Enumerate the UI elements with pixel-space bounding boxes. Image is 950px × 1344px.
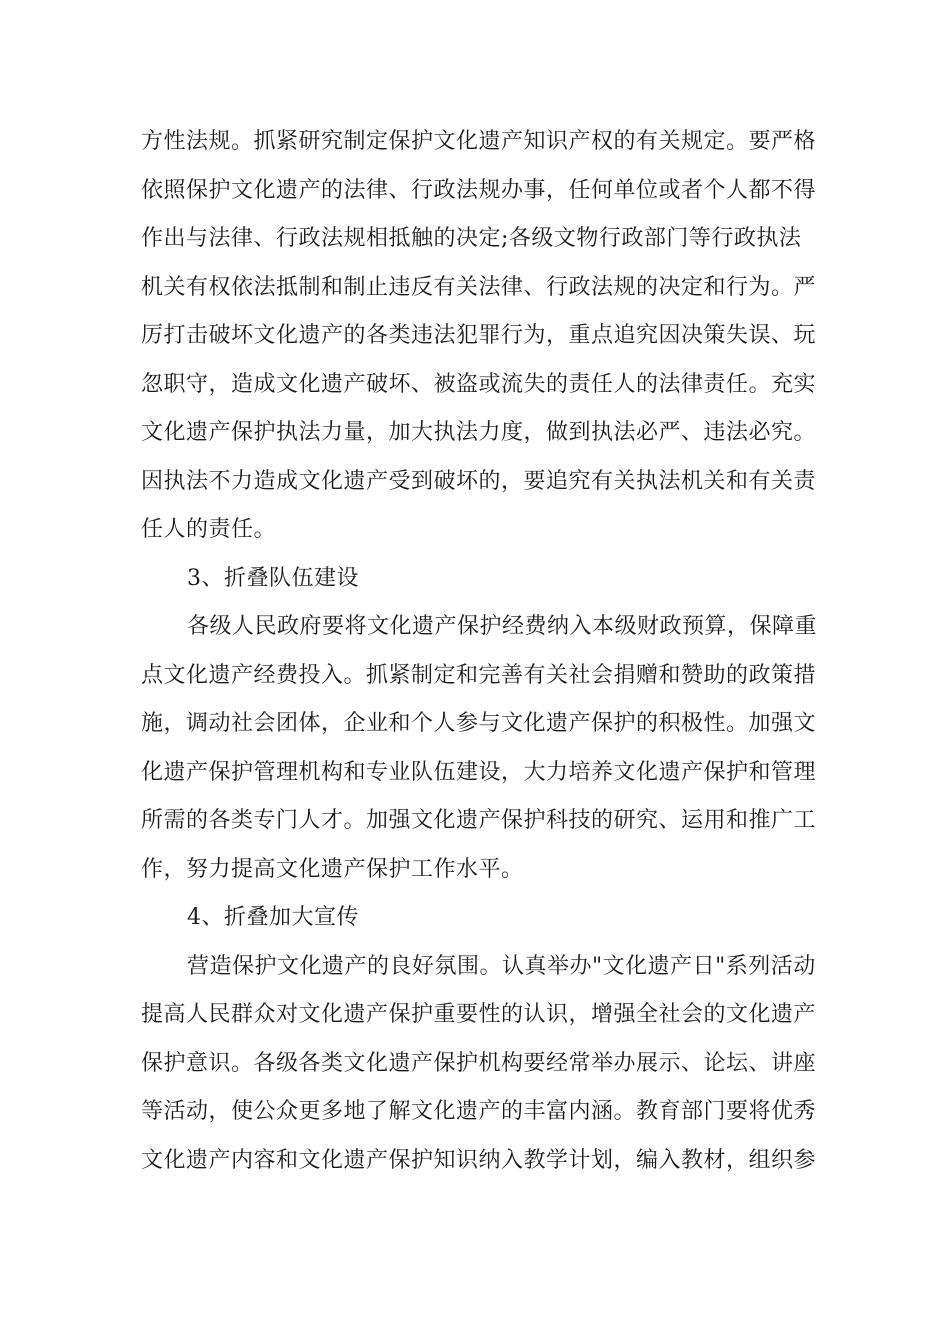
text-line: 提高人民群众对文化遗产保护重要性的认识，增强全社会的文化遗产 bbox=[141, 1002, 817, 1027]
text-line: 方性法规。抓紧研究制定保护文化遗产知识产权的有关规定。要严格 bbox=[141, 129, 817, 154]
text-line: 保护意识。各级各类文化遗产保护机构要经常举办展示、论坛、讲座 bbox=[141, 1050, 817, 1076]
text-line: 所需的各类专门人才。加强文化遗产保护科技的研究、运用和推广工 bbox=[141, 808, 817, 833]
text-line: 化遗产保护管理机构和专业队伍建设，大力培养文化遗产保护和管理 bbox=[141, 759, 817, 785]
text-line: 任人的责任。 bbox=[141, 517, 277, 542]
text-line: 文化遗产保护执法力量，加大执法力度，做到执法必严、违法必究。 bbox=[141, 420, 817, 445]
text-line: 作，努力提高文化遗产保护工作水平。 bbox=[141, 856, 524, 882]
text-line: 文化遗产内容和文化遗产保护知识纳入教学计划，编入教材，组织参 bbox=[141, 1147, 817, 1173]
text-line: 点文化遗产经费投入。抓紧制定和完善有关社会捐赠和赞助的政策措 bbox=[141, 662, 817, 688]
document-body bbox=[141, 118, 816, 1185]
text-line: 施，调动社会团体，企业和个人参与文化遗产保护的积极性。加强文 bbox=[141, 711, 817, 736]
text-line: 各级人民政府要将文化遗产保护经费纳入本级财政预算，保障重 bbox=[187, 614, 818, 639]
text-line: 忽职守，造成文化遗产破坏、被盗或流失的责任人的法律责任。充实 bbox=[141, 371, 817, 397]
text-line: 机关有权依法抵制和制止违反有关法律、行政法规的决定和行为。严 bbox=[141, 274, 817, 300]
text-line: 依照保护文化遗产的法律、行政法规办事，任何单位或者个人都不得 bbox=[141, 177, 817, 203]
section-heading: 4、折叠加大宣传 bbox=[187, 905, 359, 930]
text-line: 作出与法律、行政法规相抵触的决定;各级文物行政部门等行政执法 bbox=[141, 226, 802, 251]
section-heading: 3、折叠队伍建设 bbox=[187, 565, 359, 591]
text-line: 因执法不力造成文化遗产受到破坏的，要追究有关执法机关和有关责 bbox=[141, 468, 817, 494]
text-line: 等活动，使公众更多地了解文化遗产的丰富内涵。教育部门要将优秀 bbox=[141, 1099, 817, 1124]
text-line: 营造保护文化遗产的良好氛围。认真举办"文化遗产日"系列活动 bbox=[187, 953, 816, 979]
text-line: 厉打击破坏文化遗产的各类违法犯罪行为，重点追究因决策失误、玩 bbox=[141, 323, 817, 348]
